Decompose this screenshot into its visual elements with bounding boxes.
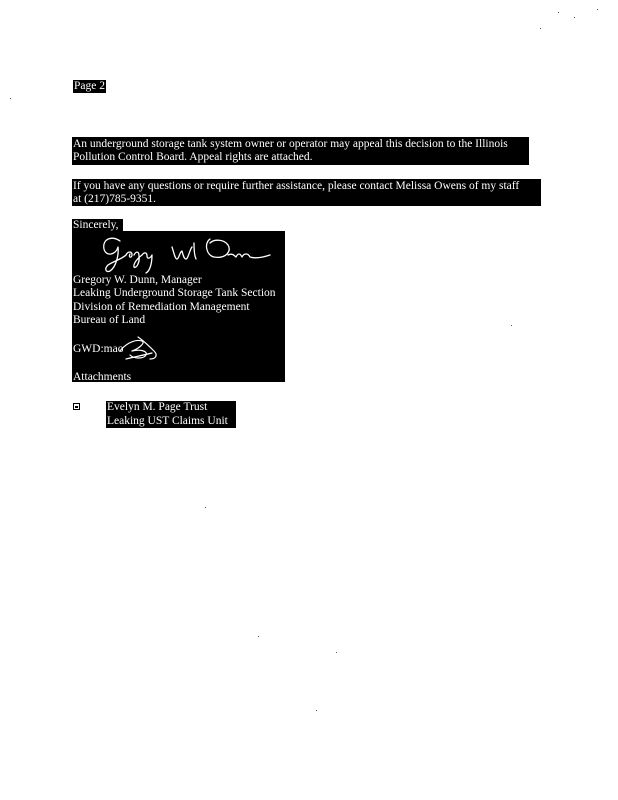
scan-speck [258, 636, 259, 637]
handwritten-signature [92, 233, 282, 275]
signer-details [73, 274, 276, 328]
closing-salutation: Sincerely, [72, 219, 123, 232]
signer-section: Leaking Underground Storage Tank Section [73, 287, 276, 300]
scan-speck [597, 9, 598, 10]
appeal-paragraph [72, 137, 529, 165]
contact-line-2: at (217)785-9351. [73, 193, 157, 205]
scan-speck [10, 98, 11, 99]
scan-speck [511, 325, 512, 326]
appeal-line-1: An underground storage tank system owner or operator may appeal this decision to the Illinois [73, 138, 508, 150]
cc-icon [73, 403, 80, 410]
scan-speck [574, 17, 575, 18]
appeal-line-2: Pollution Control Board. Appeal rights are attached. [73, 151, 313, 163]
signer-division: Division of Remediation Management [73, 300, 250, 313]
typist-initials: GWD:mao [73, 343, 124, 355]
handwritten-initials [116, 333, 162, 363]
contact-line-1: If you have any questions or require further assistance, please contact Melissa Owens of my staff [73, 180, 520, 192]
cc-recipients [106, 401, 236, 428]
scan-speck [558, 12, 559, 13]
scan-speck [316, 710, 317, 711]
page-number: Page 2 [74, 80, 105, 92]
cc-recipient: Evelyn M. Page Trust [107, 401, 208, 413]
contact-paragraph [72, 179, 541, 206]
scan-speck [205, 507, 206, 508]
signer-bureau: Bureau of Land [73, 314, 146, 327]
scan-speck [540, 28, 541, 29]
attachments-note: Attachments [73, 371, 132, 383]
signature-block [72, 231, 285, 382]
cc-recipient: Leaking UST Claims Unit [107, 414, 228, 427]
scan-speck [336, 652, 337, 653]
signer-name-title: Gregory W. Dunn, Manager [73, 274, 202, 286]
